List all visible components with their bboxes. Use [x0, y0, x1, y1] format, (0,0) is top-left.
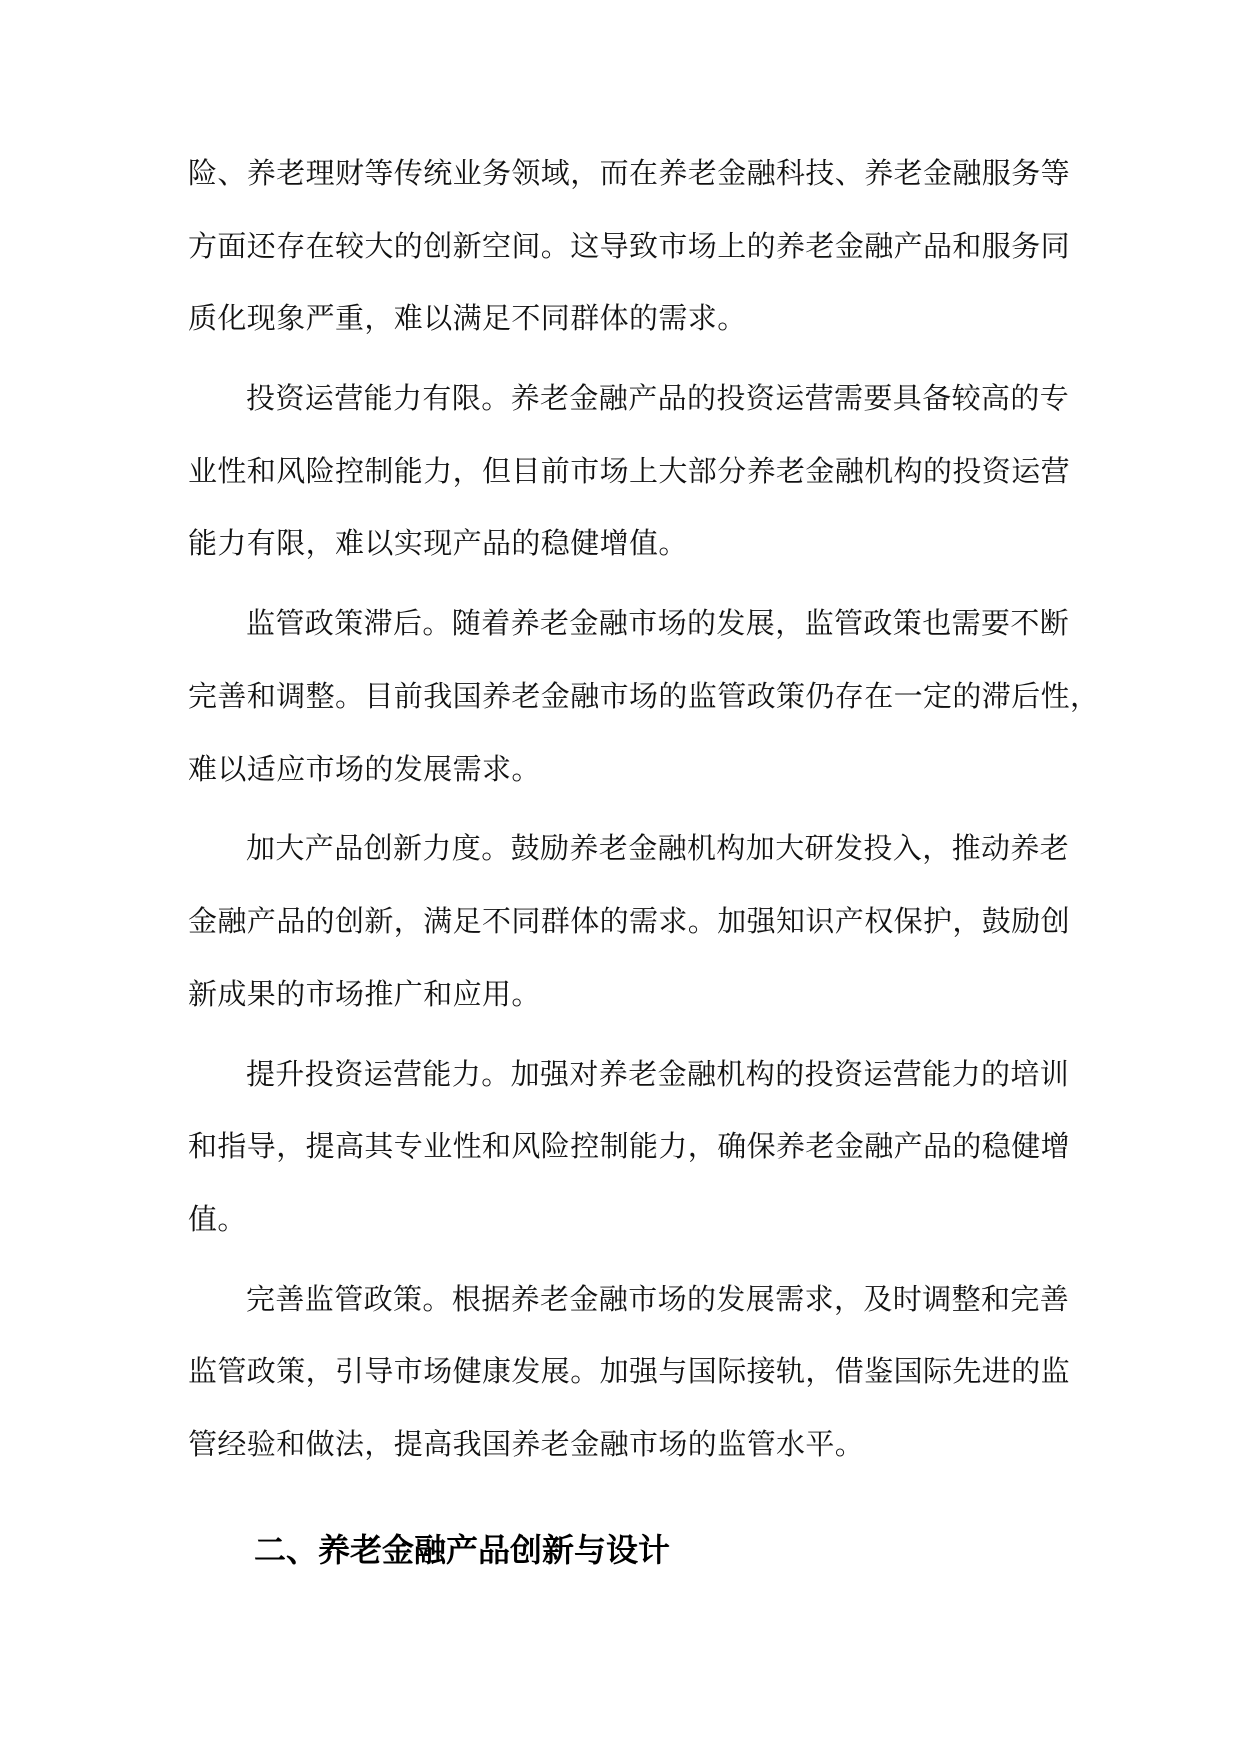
paragraph-line: 难以适应市场的发展需求。: [188, 752, 541, 786]
paragraph-line: 新成果的市场推广和应用。: [188, 977, 541, 1011]
paragraph-line: 完善监管政策。根据养老金融市场的发展需求，及时调整和完善: [246, 1282, 1070, 1316]
paragraph-line: 和指导，提高其专业性和风险控制能力，确保养老金融产品的稳健增: [188, 1129, 1071, 1163]
paragraph-line: 加大产品创新力度。鼓励养老金融机构加大研发投入，推动养老: [246, 831, 1070, 865]
paragraph-line: 值。: [188, 1202, 247, 1236]
paragraph-line: 完善和调整。目前我国养老金融市场的监管政策仍存在一定的滞后性，: [188, 679, 1100, 713]
paragraph-line: 监管政策滞后。随着养老金融市场的发展，监管政策也需要不断: [246, 606, 1070, 640]
paragraph-line: 业性和风险控制能力，但目前市场上大部分养老金融机构的投资运营: [188, 454, 1071, 488]
paragraph-line: 投资运营能力有限。养老金融产品的投资运营需要具备较高的专: [246, 381, 1070, 415]
paragraph-line: 险、养老理财等传统业务领域，而在养老金融科技、养老金融服务等: [188, 156, 1071, 190]
paragraph-line: 质化现象严重，难以满足不同群体的需求。: [188, 301, 747, 335]
section-heading: 二、养老金融产品创新与设计: [254, 1531, 671, 1569]
paragraph-line: 监管政策，引导市场健康发展。加强与国际接轨，借鉴国际先进的监: [188, 1354, 1071, 1388]
paragraph-line: 提升投资运营能力。加强对养老金融机构的投资运营能力的培训: [246, 1057, 1070, 1091]
paragraph-line: 方面还存在较大的创新空间。这导致市场上的养老金融产品和服务同: [188, 229, 1071, 263]
paragraph-line: 能力有限，难以实现产品的稳健增值。: [188, 526, 688, 560]
paragraph-line: 管经验和做法，提高我国养老金融市场的监管水平。: [188, 1427, 865, 1461]
paragraph-line: 金融产品的创新，满足不同群体的需求。加强知识产权保护，鼓励创: [188, 904, 1071, 938]
